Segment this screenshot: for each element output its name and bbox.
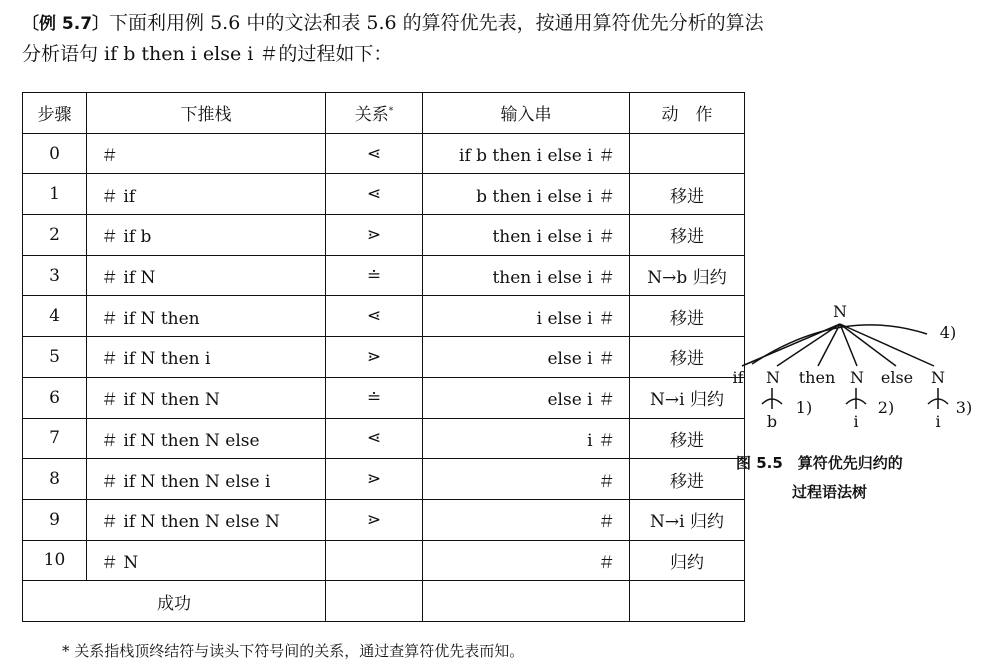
- edge-root-if: [742, 324, 840, 366]
- cell-step: 10: [23, 540, 87, 581]
- cell-relation: ⋗: [326, 337, 423, 378]
- cell-input: ＃: [423, 459, 630, 500]
- cell-action: N→i 归约: [630, 499, 745, 540]
- cell-action: 移进: [630, 215, 745, 256]
- table-row: [23, 377, 745, 418]
- cell-action: 移进: [630, 337, 745, 378]
- cell-stack: ＃ if N then N: [87, 377, 326, 418]
- tree-leaf-1: if: [732, 368, 744, 387]
- cell-input: then i else i ＃: [423, 255, 630, 296]
- tree-arc: [752, 325, 927, 364]
- header-step: 步骤: [23, 93, 87, 134]
- cell-action: 移进: [630, 296, 745, 337]
- cell-relation: ⋖: [326, 133, 423, 174]
- cell-relation: ⋗: [326, 459, 423, 500]
- cell-stack: ＃ if N: [87, 255, 326, 296]
- tree-subleaf-3: i: [935, 412, 941, 431]
- tree-subleaf-1: b: [766, 412, 778, 431]
- intro-text-1: 下面利用例 5.6 中的文法和表 5.6 的算符优先表，按通用算符优先分析的算法: [109, 12, 764, 34]
- table-row: [23, 296, 745, 337]
- tree-step-3: 3): [955, 398, 973, 417]
- intro-line-2: 分析语句 if b then i else i ＃的过程如下：: [22, 43, 393, 65]
- tree-step-4: 4): [939, 323, 957, 342]
- success-empty-relation: [326, 581, 423, 622]
- header-relation: [326, 93, 423, 134]
- header-relation-mark: *: [388, 106, 394, 117]
- parse-tree: [722, 296, 978, 436]
- cell-stack: ＃ if N then N else N: [87, 499, 326, 540]
- cell-relation: ⋖: [326, 418, 423, 459]
- cell-step: 1: [23, 174, 87, 215]
- cell-action: 移进: [630, 459, 745, 500]
- table-row: [23, 174, 745, 215]
- success-row: [23, 581, 745, 622]
- cell-stack: ＃ if: [87, 174, 326, 215]
- cell-input: i ＃: [423, 418, 630, 459]
- header-input: 输入串: [423, 93, 630, 134]
- header-relation-label: 关系: [354, 105, 389, 126]
- cell-stack: ＃ N: [87, 540, 326, 581]
- table-body: [23, 133, 745, 581]
- cell-step: 5: [23, 337, 87, 378]
- tree-leaf-6: N: [931, 368, 945, 387]
- intro-paragraph: [22, 8, 972, 69]
- table-row: [23, 337, 745, 378]
- cell-action: N→i 归约: [630, 377, 745, 418]
- table-row: [23, 540, 745, 581]
- cell-input: else i ＃: [423, 337, 630, 378]
- tree-leaf-5: else: [880, 368, 914, 387]
- caption-line-2: 过程语法树: [792, 483, 868, 501]
- cell-step: 7: [23, 418, 87, 459]
- header-action: 动 作: [630, 93, 745, 134]
- table-row: [23, 499, 745, 540]
- tree-leaf-3: then: [798, 368, 836, 387]
- cell-stack: ＃ if N then N else: [87, 418, 326, 459]
- tree-leaf-2: N: [766, 368, 780, 387]
- cell-step: 2: [23, 215, 87, 256]
- cell-stack: ＃ if N then i: [87, 337, 326, 378]
- cell-input: b then i else i ＃: [423, 174, 630, 215]
- tree-subleaf-2: i: [853, 412, 859, 431]
- table-row: [23, 459, 745, 500]
- cell-input: then i else i ＃: [423, 215, 630, 256]
- tree-step-1: 1): [795, 398, 813, 417]
- table-header-row: [23, 93, 745, 134]
- cell-stack: ＃ if b: [87, 215, 326, 256]
- footnote: * 关系指栈顶终结符与读头下符号间的关系，通过查算符优先表而知。: [62, 642, 525, 660]
- cell-input: else i ＃: [423, 377, 630, 418]
- tree-step-2: 2): [877, 398, 895, 417]
- success-empty-action: [630, 581, 745, 622]
- intro-line-1: [22, 8, 972, 39]
- cell-action: 移进: [630, 418, 745, 459]
- success-cell: 成功: [23, 581, 326, 622]
- cell-stack: ＃ if N then N else i: [87, 459, 326, 500]
- cell-relation: ⋗: [326, 499, 423, 540]
- cell-input: i else i ＃: [423, 296, 630, 337]
- cell-step: 4: [23, 296, 87, 337]
- tree-root: N: [833, 302, 847, 321]
- header-stack: 下推栈: [87, 93, 326, 134]
- cell-stack: ＃ if N then: [87, 296, 326, 337]
- tree-edges: [742, 324, 948, 409]
- success-empty-input: [423, 581, 630, 622]
- cell-action: 移进: [630, 174, 745, 215]
- tree-leaf-4: N: [850, 368, 864, 387]
- example-label: 〔例 5.7〕: [22, 14, 110, 34]
- cell-input: ＃: [423, 540, 630, 581]
- cell-step: 3: [23, 255, 87, 296]
- cell-step: 8: [23, 459, 87, 500]
- table-row: [23, 255, 745, 296]
- analysis-table: [22, 92, 745, 622]
- cell-stack: ＃: [87, 133, 326, 174]
- cell-relation: ⋖: [326, 174, 423, 215]
- cell-action: 归约: [630, 540, 745, 581]
- cell-relation: ≐: [326, 255, 423, 296]
- cell-relation: ≐: [326, 377, 423, 418]
- caption-line-1: 图 5.5 算符优先归约的: [736, 454, 903, 472]
- figure-caption: [736, 449, 976, 507]
- cell-input: if b then i else i ＃: [423, 133, 630, 174]
- cell-step: 6: [23, 377, 87, 418]
- table-row: [23, 215, 745, 256]
- cell-input: ＃: [423, 499, 630, 540]
- cell-relation: ⋖: [326, 296, 423, 337]
- cell-action: [630, 133, 745, 174]
- table-row: [23, 418, 745, 459]
- cell-step: 0: [23, 133, 87, 174]
- cell-step: 9: [23, 499, 87, 540]
- cell-relation: [326, 540, 423, 581]
- cell-action: N→b 归约: [630, 255, 745, 296]
- table-row: [23, 133, 745, 174]
- cell-relation: ⋗: [326, 215, 423, 256]
